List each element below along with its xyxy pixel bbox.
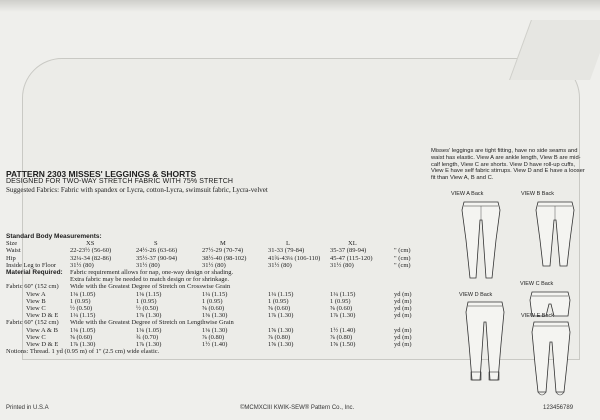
cell: 31½ (80) — [330, 261, 354, 269]
cell: 1⅛ (1.05) — [70, 326, 96, 334]
table-row — [6, 305, 424, 312]
material-heading: Material Required: — [6, 269, 63, 277]
cell: 1⅞ (1.30) — [136, 341, 162, 349]
cell: 1⅝ (1.30) — [268, 341, 294, 349]
cell: 1⅞ (1.30) — [330, 312, 356, 320]
cell: ⅞ (0.80) — [202, 333, 225, 341]
cell: 1½ (1.40) — [330, 326, 356, 334]
cell: 1⅛ (1.05) — [70, 290, 96, 298]
size-m: M — [220, 240, 226, 248]
unit: yd (m) — [394, 333, 412, 341]
cell: ⅝ (0.60) — [330, 305, 353, 313]
cell: 1 (0.95) — [268, 297, 289, 305]
cell: 1 (0.95) — [70, 297, 91, 305]
cell: 1⅛ (1.30) — [202, 326, 228, 334]
size-xs: XS — [86, 240, 95, 248]
view-e-label: VIEW E Back — [521, 313, 555, 319]
size-label: Size — [6, 240, 18, 248]
size-l: L — [286, 240, 290, 248]
cell: 1½ (1.40) — [202, 341, 228, 349]
cell: 45-47 (115-120) — [330, 254, 373, 262]
pattern-description: Misses' leggings are tight fitting, have no side seams and waist has elastic. View A are ankle length, View B are mid-calf length, View C are shorts. View D have roll-up cuffs, View E have self fabric stirrups. View D and E have a looser fit than View A, B and C. — [431, 148, 585, 182]
pattern-title: PATTERN 2303 MISSES' LEGGINGS & SHORTS — [6, 169, 197, 179]
cell: 31-33 (79-84) — [268, 247, 305, 255]
cell: 38½-40 (98-102) — [202, 254, 247, 262]
cell: 35-37 (89-94) — [330, 247, 367, 255]
torn-corner — [509, 20, 600, 80]
row-label: View A — [26, 290, 46, 298]
cell: ⅞ (0.80) — [330, 333, 353, 341]
view-e-drawing — [526, 320, 576, 400]
cell: 31½ (80) — [202, 261, 226, 269]
unit: yd (m) — [394, 312, 412, 320]
cell: 22-23½ (56-60) — [70, 247, 112, 255]
cell: 1 (0.95) — [330, 297, 351, 305]
table-row — [6, 255, 424, 262]
row-label: Hip — [6, 254, 16, 262]
measurement-chart — [6, 233, 424, 355]
cell: ½ (0.50) — [70, 305, 93, 313]
material-note-1: Fabric requirement allows for nap, one-way design or shading. — [70, 269, 234, 277]
unit: yd (m) — [394, 297, 412, 305]
table-row — [6, 327, 424, 334]
view-a-drawing — [456, 200, 506, 280]
row-label: View C — [26, 305, 46, 313]
cell: 31½ (80) — [136, 261, 160, 269]
cell: 31½ (80) — [70, 261, 94, 269]
unit: yd (m) — [394, 305, 412, 313]
barcode-number: 123456789 — [543, 405, 574, 411]
printed-in: Printed in U.S.A — [6, 405, 49, 411]
view-b-drawing — [530, 200, 580, 270]
fabric-group-label: Fabric 60" (152 cm) — [6, 319, 59, 327]
cell: 1⅛ (1.15) — [136, 290, 162, 298]
cell: 1¼ (1.15) — [268, 290, 294, 298]
cell: 31½ (80) — [268, 261, 292, 269]
cell: 1⅞ (1.30) — [136, 312, 162, 320]
row-label: View B — [26, 297, 46, 305]
cell: ⅝ (0.60) — [202, 305, 225, 313]
cell: 1⅞ (1.30) — [268, 312, 294, 320]
size-s: S — [154, 240, 158, 248]
table-row — [6, 312, 424, 319]
fabric-group-desc: Wide with the Greatest Degree of Stretch on Crosswise Grain — [70, 283, 231, 291]
size-xl: XL — [348, 240, 357, 248]
unit: " (cm) — [394, 261, 411, 269]
unit: " (cm) — [394, 254, 411, 262]
cell: 1⅝ (1.30) — [268, 326, 294, 334]
view-c-label: VIEW C Back — [520, 281, 554, 287]
row-label: View D & E — [26, 312, 59, 320]
cell: ¾ (0.70) — [136, 333, 159, 341]
table-row — [6, 334, 424, 341]
cell: 41¾-43¼ (106-110) — [268, 254, 321, 262]
unit: yd (m) — [394, 341, 412, 349]
cell: 1 (0.95) — [136, 297, 157, 305]
cell: 1⅛ (1.05) — [136, 326, 162, 334]
view-d-label: VIEW D Back — [459, 292, 493, 298]
cell: 24½-26 (63-66) — [136, 247, 178, 255]
table-row — [6, 291, 424, 298]
table-row — [6, 341, 424, 348]
cell: ⅞ (0.80) — [268, 333, 291, 341]
cell: 32¼-34 (82-86) — [70, 254, 112, 262]
row-label: View A & B — [26, 326, 58, 334]
cell: 1¼ (1.15) — [202, 290, 228, 298]
view-b-label: VIEW B Back — [521, 191, 555, 197]
cell: 1¼ (1.15) — [70, 312, 96, 320]
row-label: View C — [26, 333, 46, 341]
cell: 1 (0.95) — [202, 297, 223, 305]
row-label: View D & E — [26, 341, 59, 349]
unit: yd (m) — [394, 290, 412, 298]
cell: ½ (0.50) — [136, 305, 159, 313]
view-a-label: VIEW A Back — [451, 191, 484, 197]
table-row — [6, 262, 424, 269]
view-d-drawing — [460, 300, 510, 390]
suggested-fabrics: Suggested Fabrics: Fabric with spandex or Lycra, cotton-Lycra, swimsuit fabric, Lycra-velvet — [6, 186, 268, 194]
cell: 27½-29 (70-74) — [202, 247, 244, 255]
fabric-design-note: DESIGNED FOR TWO-WAY STRETCH FABRIC WITH 75% STRETCH — [6, 178, 234, 185]
cell: 1⅝ (1.50) — [330, 341, 356, 349]
cell: 1⅞ (1.30) — [70, 341, 96, 349]
unit: " (cm) — [394, 247, 411, 255]
table-row — [6, 298, 424, 305]
table-row — [6, 247, 424, 254]
cell: 1⅜ (1.30) — [202, 312, 228, 320]
cell: 35½-37 (90-94) — [136, 254, 178, 262]
copyright: ©MCMXCIII KWIK-SEW® Pattern Co., Inc. — [240, 405, 355, 411]
unit: yd (m) — [394, 326, 412, 334]
measurements-heading: Standard Body Measurements: — [6, 233, 102, 240]
fabric-group-desc: Wide with the Greatest Degree of Stretch on Lengthwise Grain — [70, 319, 234, 327]
top-shadow — [0, 0, 600, 12]
cell: ⅝ (0.60) — [268, 305, 291, 313]
fabric-group-label: Fabric 60" (152 cm) — [6, 283, 59, 291]
row-label: Inside Leg to Floor — [6, 261, 57, 269]
notions: Notions: Thread. 1 yd (0.95 m) of 1" (2.5 cm) wide elastic. — [6, 348, 160, 356]
material-note-2: Extra fabric may be needed to match design or for shrinkage. — [70, 276, 230, 284]
cell: 1¼ (1.15) — [330, 290, 356, 298]
cell: ⅝ (0.60) — [70, 333, 93, 341]
pattern-header — [6, 170, 268, 194]
row-label: Waist — [6, 247, 21, 255]
